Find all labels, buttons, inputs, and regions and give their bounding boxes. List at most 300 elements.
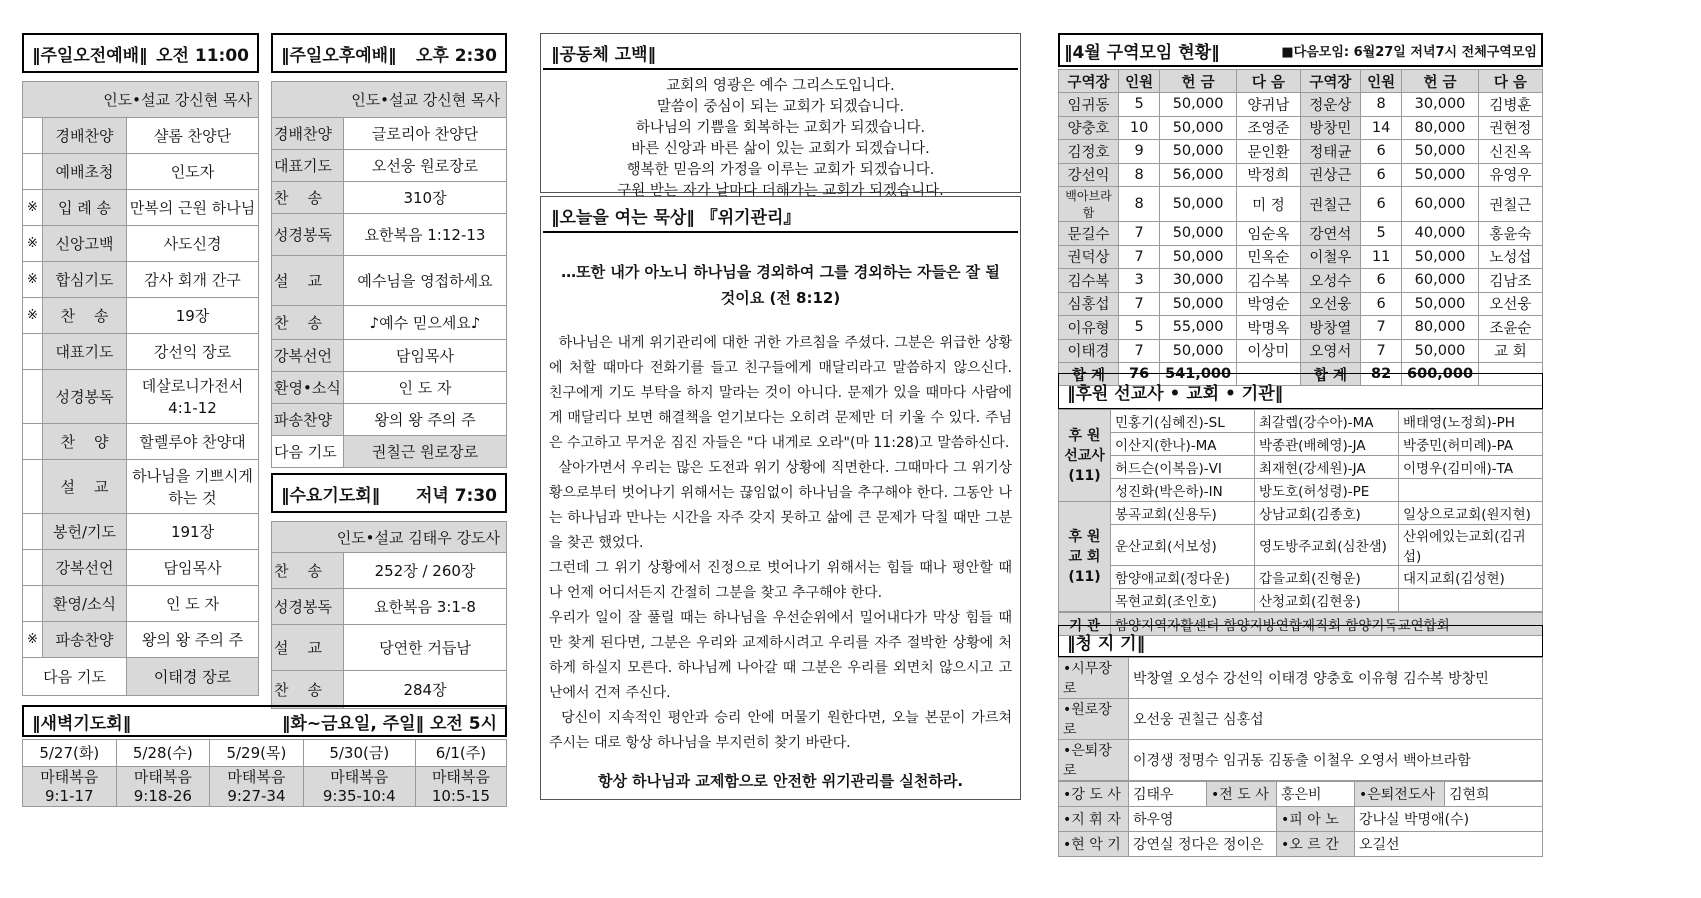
district-cell: 50,000: [1402, 292, 1479, 316]
meditation-header: [543, 199, 1018, 233]
meditation-paragraph: 당신이 지속적인 평안과 승리 안에 머물기 원한다면, 오늘 본문이 가르쳐 주시는 대로 항상 하나님을 부지런히 찾기 바란다.: [549, 710, 1017, 751]
churches-row: [1059, 566, 1543, 589]
order-label: 성경봉독: [43, 370, 127, 424]
morning-leader: 인도•설교 강신현 목사: [23, 82, 259, 118]
district-cell: 80,000: [1402, 116, 1479, 140]
order-value: 샬롬 찬양단: [127, 118, 259, 154]
district-total-cell: 합 계: [1300, 363, 1360, 386]
churches-row: [1059, 525, 1543, 566]
order-label: 입 례 송: [43, 190, 127, 226]
district-cell: 8: [1118, 163, 1159, 187]
district-total-cell: 합 계: [1059, 363, 1119, 386]
confession-line: 하나님의 기쁨을 회복하는 교회가 되겠습니다.: [635, 120, 926, 136]
district-cell: 이철우: [1300, 245, 1360, 269]
dawn-verse: 10:5-15: [431, 786, 491, 805]
dawn-book: 마태복음: [330, 767, 389, 786]
district-cell: 양귀남: [1236, 93, 1300, 117]
district-total-cell: 541,000: [1160, 363, 1237, 386]
wednesday-time: 저녁 7:30: [415, 485, 497, 506]
order-value: 하나님을 기쁘시게 하는 것: [127, 460, 259, 514]
afternoon-service-header: [271, 33, 507, 73]
district-cell: 방창민: [1300, 116, 1360, 140]
missions-table: [1058, 409, 1543, 612]
district-title: ‖4월 구역모임 현황‖: [1064, 42, 1220, 63]
morning-row: [23, 262, 259, 298]
missionaries-cell: 최갈렙(강수아)-MA: [1255, 410, 1399, 433]
dawn-book: 마태복음: [431, 767, 490, 786]
staff-role-label: •은퇴장로: [1059, 740, 1129, 781]
meditation-closing: 항상 하나님과 교제함으로 안전한 위기관리를 실천하라.: [597, 772, 964, 790]
next-prayer-label: 다음 기도: [23, 658, 127, 696]
staff-role-label: •원로장로: [1059, 699, 1129, 740]
role-label: •강 도 사: [1059, 782, 1129, 807]
meditation-paragraph: 살아가면서 우리는 많은 도전과 위기 상황에 직면한다. 그때마다 그 위기상황으로부터 벗어나기 위해서는 끊임없이 하나님을 추구해야 한다. 그동안 나는 하나님과 만나는 시간을 자주 갖지 못하고 삶에 큰 문제가 닥칠 때만 그분을 찾곤 했었다.: [549, 460, 1012, 551]
wednesday-order-table: [271, 521, 507, 709]
wednesday-row: [272, 671, 507, 709]
district-cell: 6: [1360, 163, 1401, 187]
wednesday-leader: 인도•설교 김태우 강도사: [272, 522, 507, 553]
order-label: 경배찬양: [43, 118, 127, 154]
district-cell: 강연석: [1300, 222, 1360, 246]
staff-title: ‖청 지 기‖: [1067, 633, 1146, 654]
district-column-header: 인원: [1118, 70, 1159, 93]
district-cell: 7: [1118, 292, 1159, 316]
required-mark: ※: [23, 298, 43, 334]
meditation-title: ‖오늘을 여는 묵상‖ 『위기관리』: [551, 207, 801, 228]
required-mark: ※: [23, 190, 43, 226]
district-cell: 문인환: [1236, 140, 1300, 164]
next-prayer-value: 이태경 장로: [127, 658, 259, 696]
afternoon-row: [272, 404, 507, 436]
district-row: [1059, 292, 1543, 316]
missions-panel: [1058, 373, 1543, 636]
role-label: •현 악 기: [1059, 832, 1129, 857]
missionaries-cell: 최재현(강세원)-JA: [1255, 456, 1399, 479]
district-cell: 김병훈: [1478, 93, 1542, 117]
morning-row: [23, 550, 259, 586]
morning-row: [23, 118, 259, 154]
district-cell: 권상근: [1300, 163, 1360, 187]
afternoon-service-time: 오후 2:30: [415, 45, 497, 66]
district-cell: 방창열: [1300, 316, 1360, 340]
order-label: 찬 양: [43, 424, 127, 460]
staff-role-table: [1058, 781, 1543, 857]
afternoon-row: [272, 182, 507, 214]
district-column-header: 구역장: [1059, 70, 1119, 93]
morning-row: [23, 334, 259, 370]
dawn-book: 마태복음: [227, 767, 286, 786]
church-label: 후 원 교 회 (11): [1059, 502, 1111, 612]
order-value: 인 도 자: [127, 586, 259, 622]
missionaries-cell: 배태영(노정희)-PH: [1399, 410, 1543, 433]
afternoon-service-title: ‖주일오후예배‖: [281, 45, 397, 66]
order-label: 강복선언: [272, 340, 344, 372]
district-cell: 조영준: [1236, 116, 1300, 140]
order-value: 할렐루야 찬양대: [127, 424, 259, 460]
afternoon-row: [272, 118, 507, 150]
district-table: [1058, 69, 1543, 386]
afternoon-row: [272, 150, 507, 182]
order-value: 글로리아 찬양단: [344, 118, 507, 150]
role-value: 김현희: [1445, 782, 1543, 807]
order-value: 19장: [127, 298, 259, 334]
order-value: 191장: [127, 514, 259, 550]
district-row: [1059, 116, 1543, 140]
missionaries-cell: 박중민(허미례)-PA: [1399, 433, 1543, 456]
churches-cell: 봉곡교회(신용두): [1111, 502, 1255, 525]
district-cell: 6: [1360, 187, 1401, 222]
morning-row: [23, 586, 259, 622]
district-cell: 오선웅: [1478, 292, 1542, 316]
confession-line: 구원 받는 자가 날마다 더해가는 교회가 되겠습니다.: [617, 183, 944, 199]
afternoon-row: [272, 256, 507, 306]
order-label: 강복선언: [43, 550, 127, 586]
district-cell: 30,000: [1402, 93, 1479, 117]
role-label: •전 도 사: [1207, 782, 1277, 807]
district-header: [1058, 33, 1543, 67]
required-mark: [23, 370, 43, 424]
role-value: 강나실 박명애(수): [1355, 807, 1543, 832]
order-label: 설 교: [272, 256, 344, 306]
district-cell: 교 회: [1478, 339, 1542, 363]
role-value: 홍은비: [1277, 782, 1355, 807]
district-cell: 55,000: [1160, 316, 1237, 340]
required-mark: [23, 118, 43, 154]
afternoon-leader: 인도•설교 강신현 목사: [272, 82, 507, 118]
order-value: 인도자: [127, 154, 259, 190]
district-cell: 50,000: [1160, 222, 1237, 246]
district-cell: 56,000: [1160, 163, 1237, 187]
staff-table: [1058, 657, 1543, 781]
order-label: 파송찬양: [272, 404, 344, 436]
district-cell: 5: [1118, 316, 1159, 340]
role-value: 김태우: [1129, 782, 1207, 807]
district-cell: 8: [1118, 187, 1159, 222]
district-column-header: 구역장: [1300, 70, 1360, 93]
district-cell: 권현정: [1478, 116, 1542, 140]
required-mark: ※: [23, 262, 43, 298]
district-total-cell: 76: [1118, 363, 1159, 386]
district-cell: 양충호: [1059, 116, 1119, 140]
district-cell: 홍윤숙: [1478, 222, 1542, 246]
wednesday-title: ‖수요기도회‖: [281, 485, 381, 506]
district-cell: 7: [1118, 222, 1159, 246]
missionaries-cell: 성진화(박은하)-IN: [1111, 479, 1255, 502]
order-label: 봉헌/기도: [43, 514, 127, 550]
required-mark: [23, 460, 43, 514]
required-mark: ※: [23, 622, 43, 658]
district-cell: 권칠근: [1478, 187, 1542, 222]
dawn-dates-row: [23, 740, 507, 767]
dawn-prayer-panel: [22, 705, 507, 807]
afternoon-row: [272, 372, 507, 404]
order-label: 찬 송: [272, 306, 344, 340]
district-cell: 50,000: [1160, 339, 1237, 363]
district-cell: 50,000: [1402, 245, 1479, 269]
dawn-verse: 9:27-34: [227, 786, 286, 805]
district-row: [1059, 93, 1543, 117]
dawn-reading: [116, 767, 210, 807]
missionaries-row: [1059, 456, 1543, 479]
district-cell: 50,000: [1402, 140, 1479, 164]
morning-row: [23, 154, 259, 190]
district-cell: 오영서: [1300, 339, 1360, 363]
dawn-reading: [210, 767, 304, 807]
order-value: 담임목사: [127, 550, 259, 586]
required-mark: [23, 424, 43, 460]
district-cell: 민옥순: [1236, 245, 1300, 269]
district-cell: 7: [1118, 339, 1159, 363]
staff-role-names: 박창열 오성수 강선익 이태경 양충호 이유형 김수복 방창민: [1129, 658, 1543, 699]
order-label: 예배초청: [43, 154, 127, 190]
wednesday-header: [271, 473, 507, 513]
missionaries-cell: 허드슨(이복음)-VI: [1111, 456, 1255, 479]
district-cell: 이유형: [1059, 316, 1119, 340]
district-cell: 김수복: [1059, 269, 1119, 293]
dawn-book: 마태복음: [133, 767, 192, 786]
district-cell: 14: [1360, 116, 1401, 140]
order-label: 찬 송: [272, 671, 344, 709]
afternoon-row: [272, 436, 507, 468]
district-column-header: 헌 금: [1402, 70, 1479, 93]
dawn-reading: [415, 767, 506, 807]
dawn-readings-row: [23, 767, 507, 807]
district-cell: 60,000: [1402, 187, 1479, 222]
order-label: 성경봉독: [272, 214, 344, 256]
order-value: 당연한 거듭남: [344, 625, 507, 671]
churches-cell: 대지교회(김성현): [1399, 566, 1543, 589]
churches-cell: 함양애교회(정다운): [1111, 566, 1255, 589]
wednesday-row: [272, 553, 507, 589]
staff-role-names: 오선웅 권칠근 심홍섭: [1129, 699, 1543, 740]
meditation-paragraph: 그런데 그 위기 상황에서 진정으로 벗어나기 위해서는 힘들 때나 평안할 때나 언제 어디서든지 간절히 그분을 찾고 추구해야 한다.: [549, 560, 1012, 601]
district-cell: 권덕상: [1059, 245, 1119, 269]
staff-row: [1059, 740, 1543, 781]
meditation-body: [541, 323, 1020, 756]
dawn-verse: 9:35-10:4: [322, 786, 396, 805]
district-total-cell: 82: [1360, 363, 1401, 386]
dawn-reading: [23, 767, 117, 807]
churches-cell: 목현교회(조인호): [1111, 589, 1255, 612]
morning-row: [23, 226, 259, 262]
district-cell: 임귀동: [1059, 93, 1119, 117]
morning-order-table: [22, 81, 259, 696]
district-cell: 10: [1118, 116, 1159, 140]
order-label: 다음 기도: [272, 436, 344, 468]
role-label: •은퇴전도사: [1355, 782, 1445, 807]
district-cell: 3: [1118, 269, 1159, 293]
district-cell: 6: [1360, 292, 1401, 316]
district-cell: 정운상: [1300, 93, 1360, 117]
order-label: 환영•소식: [272, 372, 344, 404]
district-cell: 김남조: [1478, 269, 1542, 293]
order-label: 대표기도: [272, 150, 344, 182]
churches-row: [1059, 589, 1543, 612]
afternoon-service-panel: [271, 33, 507, 468]
churches-cell: 상남교회(김종호): [1255, 502, 1399, 525]
missionaries-cell: 이명우(김미애)-TA: [1399, 456, 1543, 479]
required-mark: [23, 550, 43, 586]
required-mark: [23, 154, 43, 190]
district-cell: 50,000: [1402, 339, 1479, 363]
district-cell: 50,000: [1160, 187, 1237, 222]
missionaries-cell: 박종관(배혜영)-JA: [1255, 433, 1399, 456]
order-label: 설 교: [43, 460, 127, 514]
district-cell: 박정희: [1236, 163, 1300, 187]
district-row: [1059, 269, 1543, 293]
district-column-header: 인원: [1360, 70, 1401, 93]
order-label: 성경봉독: [272, 589, 344, 625]
district-cell: 50,000: [1402, 163, 1479, 187]
required-mark: [23, 334, 43, 370]
missionaries-cell: [1399, 479, 1543, 502]
district-cell: 50,000: [1160, 140, 1237, 164]
order-value: 예수님을 영접하세요: [344, 256, 507, 306]
churches-cell: 영도방주교회(심찬샘): [1255, 525, 1399, 566]
district-cell: 신진옥: [1478, 140, 1542, 164]
churches-row: [1059, 502, 1543, 525]
confession-panel: [540, 33, 1021, 199]
district-column-header: 다 음: [1478, 70, 1542, 93]
order-value: 권칠근 원로장로: [344, 436, 507, 468]
missionaries-cell: 이산지(한나)-MA: [1111, 433, 1255, 456]
churches-cell: 일상으로교회(원지현): [1399, 502, 1543, 525]
order-value: 만복의 근원 하나님: [127, 190, 259, 226]
district-cell: 30,000: [1160, 269, 1237, 293]
district-cell: 8: [1360, 93, 1401, 117]
district-row: [1059, 140, 1543, 164]
district-cell: 김정호: [1059, 140, 1119, 164]
morning-row: [23, 190, 259, 226]
missionaries-row: [1059, 410, 1543, 433]
district-cell: 50,000: [1160, 93, 1237, 117]
dawn-title: ‖새벽기도회‖: [32, 713, 132, 734]
district-cell: 40,000: [1402, 222, 1479, 246]
district-cell: 50,000: [1160, 116, 1237, 140]
confession-line: 말씀이 중심이 되는 교회가 되겠습니다.: [656, 99, 905, 115]
org-list: 함양지역자활센터 함양지방연합제직회 함양기독교연합회: [1111, 613, 1543, 636]
morning-service-header: [22, 33, 259, 73]
missionaries-row: [1059, 433, 1543, 456]
district-row: [1059, 339, 1543, 363]
order-label: 신앙고백: [43, 226, 127, 262]
order-value: 요한복음 1:12-13: [344, 214, 507, 256]
district-cell: 미 정: [1236, 187, 1300, 222]
morning-service-time: 오전 11:00: [156, 45, 249, 66]
dawn-date: 5/27(화): [23, 740, 117, 767]
district-cell: 5: [1118, 93, 1159, 117]
order-value: 감사 회개 간구: [127, 262, 259, 298]
meditation-paragraph: 하나님은 내게 위기관리에 대한 귀한 가르침을 주셨다. 그분은 위급한 상황에 처할 때마다 전화기를 들고 친구들에게 매달리라고 말씀하지 않으신다. 친구에게 기도 부탁을 하지 말라는 것이 아니다. 문제가 있을 때마다 사람에게 매달리다 보면 해결책을 얻기보다는 오히려 문제만 더 키울 수 있다. 주님은 수고하고 무거운 짐진 자들은 "다 내게로 오라"(마 11:28)고 말씀하신다.: [549, 335, 1017, 451]
district-cell: 심홍섭: [1059, 292, 1119, 316]
morning-row: [23, 298, 259, 334]
staff-role-label: •시무장로: [1059, 658, 1129, 699]
district-column-header: 헌 금: [1160, 70, 1237, 93]
missions-title: ‖후원 선교사 • 교회 • 기관‖: [1067, 383, 1284, 404]
order-value: ♪예수 믿으세요♪: [344, 306, 507, 340]
district-cell: 권칠근: [1300, 187, 1360, 222]
district-cell: 11: [1360, 245, 1401, 269]
district-cell: 7: [1360, 339, 1401, 363]
order-value: 담임목사: [344, 340, 507, 372]
role-label: •오 르 간: [1277, 832, 1355, 857]
dawn-book: 마태복음: [40, 767, 99, 786]
confession-line: 바른 신앙과 바른 삶이 있는 교회가 되겠습니다.: [631, 141, 930, 157]
district-cell: 9: [1118, 140, 1159, 164]
staff-row: [1059, 658, 1543, 699]
morning-service-title: ‖주일오전예배‖: [32, 45, 148, 66]
order-value: 왕의 왕 주의 주: [344, 404, 507, 436]
district-cell: 80,000: [1402, 316, 1479, 340]
dawn-header: [22, 705, 507, 737]
district-cell: 조윤순: [1478, 316, 1542, 340]
district-row: [1059, 316, 1543, 340]
district-next-meeting: ■다음모임: 6월27일 저녁7시 전체구역모임: [1281, 44, 1537, 60]
district-row: [1059, 245, 1543, 269]
district-cell: 유영우: [1478, 163, 1542, 187]
order-value: 310장: [344, 182, 507, 214]
org-label: 기 관: [1059, 613, 1111, 636]
district-cell: 50,000: [1160, 292, 1237, 316]
district-cell: 김수복: [1236, 269, 1300, 293]
order-value: 데살로니가전서 4:1-12: [127, 370, 259, 424]
morning-next-row: [23, 658, 259, 696]
morning-service-panel: [22, 33, 259, 696]
order-label: 합심기도: [43, 262, 127, 298]
staff-panel: [1058, 625, 1543, 857]
district-cell: 50,000: [1160, 245, 1237, 269]
dawn-date: 6/1(주): [415, 740, 506, 767]
district-cell: 7: [1118, 245, 1159, 269]
order-label: 찬 송: [272, 182, 344, 214]
district-cell: 오선웅: [1300, 292, 1360, 316]
confession-line: 행복한 믿음의 가정을 이루는 교회가 되겠습니다.: [626, 162, 935, 178]
required-mark: [23, 514, 43, 550]
order-value: 인 도 자: [344, 372, 507, 404]
morning-row: [23, 460, 259, 514]
dawn-date: 5/29(목): [210, 740, 304, 767]
missions-header: [1058, 373, 1543, 409]
district-cell: 7: [1360, 316, 1401, 340]
confession-line: 교회의 영광은 예수 그리스도입니다.: [666, 78, 895, 94]
district-cell: 노성섭: [1478, 245, 1542, 269]
order-label: 대표기도: [43, 334, 127, 370]
order-value: 사도신경: [127, 226, 259, 262]
role-label: •지 휘 자: [1059, 807, 1129, 832]
wednesday-row: [272, 589, 507, 625]
order-label: 찬 송: [43, 298, 127, 334]
district-cell: 박영순: [1236, 292, 1300, 316]
order-value: 284장: [344, 671, 507, 709]
order-value: 오선웅 원로장로: [344, 150, 507, 182]
district-row: [1059, 163, 1543, 187]
meditation-verse: …또한 내가 아노니 하나님을 경외하여 그를 경외하는 자들은 잘 될 것이요 (전 8:12): [561, 263, 1000, 307]
district-cell: 오성수: [1300, 269, 1360, 293]
district-cell: 박명옥: [1236, 316, 1300, 340]
afternoon-row: [272, 340, 507, 372]
afternoon-row: [272, 214, 507, 256]
staff-role-names: 이경생 정명수 임귀동 김동출 이철우 오영서 백아브라함: [1129, 740, 1543, 781]
staff-row: [1059, 699, 1543, 740]
missionaries-cell: 민홍기(심혜진)-SL: [1111, 410, 1255, 433]
morning-row: [23, 370, 259, 424]
morning-row: [23, 622, 259, 658]
district-row: [1059, 222, 1543, 246]
meditation-paragraph: 우리가 일이 잘 풀릴 때는 하나님을 우선순위에서 밀어내다가 막상 힘들 때만 찾게 된다면, 그분은 우리와 교제하시려고 우리를 자주 절박한 상황에 처하게 하실지 모른다. 하나님께 나아갈 때 그분은 우리를 외면치 않으시고 고난에서 건져 주신다.: [549, 610, 1012, 701]
confession-title: ‖공동체 고백‖: [551, 44, 657, 65]
dawn-schedule-table: [22, 739, 507, 807]
district-cell: 백아브라함: [1059, 187, 1119, 222]
